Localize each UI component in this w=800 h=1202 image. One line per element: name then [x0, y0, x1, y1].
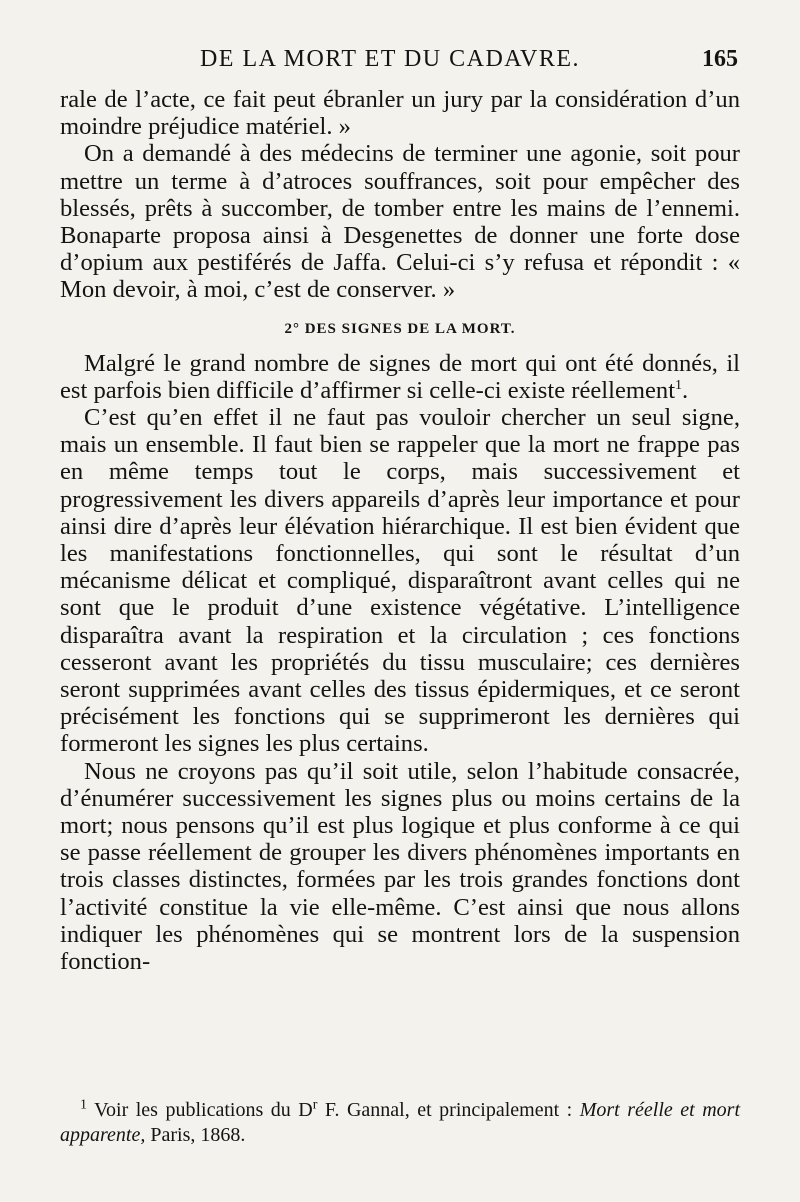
- paragraph-continuation: rale de l’acte, ce fait peut ébranler un jury par la considération d’un moindre préjudice matériel. »: [60, 86, 740, 141]
- running-title: DE LA MORT ET DU CADAVRE.: [199, 46, 581, 72]
- footnote-title-sup: r: [312, 1097, 318, 1113]
- paragraph-signes-end: .: [682, 376, 689, 404]
- footnote-reference: 1: [675, 377, 683, 393]
- paragraph-classes: Nous ne croyons pas qu’il soit utile, selon l’habitude consacrée, d’énumérer successivement les signes plus ou moins certains de la mort; nous pensons qu’il est plus logique et plus conforme à ce qui se passe réellement de grouper les divers phénomènes importants en trois classes distinctes, formées par les trois grandes fonctions dont l’activité constitue la vie elle-même. C’est ainsi que nous allons indiquer les phénomènes qui se montrent lors de la suspension fonction-: [60, 757, 740, 976]
- paragraph-agonie: On a demandé à des médecins de terminer une agonie, soit pour mettre un terme à d’atroces souffrances, soit pour empêcher des blessés, prêts à succomber, de tomber entre les mains de l’ennemi. Bonaparte proposa ainsi à Desgenettes de donner une forte dose d’opium aux pestiférés de Jaffa. Celui-ci s’y refusa et répondit : « Mon devoir, à moi, c’est de conserver. »: [60, 140, 740, 304]
- footnote-text: [60, 1098, 740, 1148]
- footnote: [60, 1098, 740, 1148]
- footnote-text-b: F. Gannal, et principalement :: [317, 1099, 573, 1121]
- paragraph-signes: [60, 350, 740, 404]
- footnote-book-title: Mort réelle et mort apparente,: [60, 1099, 741, 1146]
- running-head: [60, 40, 740, 80]
- footnote-marker: 1: [80, 1097, 87, 1113]
- footnote-text-a: Voir les publications du D: [94, 1099, 313, 1121]
- paragraph-ensemble: C’est qu’en effet il ne faut pas vouloir chercher un seul signe, mais un ensemble. Il faut bien se rappeler que la mort ne frappe pas en même temps tout le corps, mais successivement et progressivement les divers appareils d’après leur importance et pour ainsi dire d’après leur élévation hiérarchique. Il est bien évident que les manifestations fonctionnelles, qui sont le résultat d’un mécanisme délicat et compliqué, disparaîtront avant celles qui ne sont que le produit d’une existence végétative. L’intelligence disparaîtra avant la respiration et la circulation ; ces fonctions cesseront avant les propriétés du tissu musculaire; ces dernières seront supprimées avant celles des tissus épidermiques, et ce seront précisément les fonctions qui se supprimeront les dernières qui formeront les signes les plus certains.: [60, 404, 740, 758]
- body-text: [60, 86, 740, 975]
- page-number: 165: [702, 46, 738, 72]
- paragraph-signes-text: Malgré le grand nombre de signes de mort qui ont été donnés, il est parfois bien difficile d’affirmer si celle-ci existe réellement: [60, 349, 740, 404]
- footnote-text-c: Paris, 1868.: [145, 1124, 246, 1146]
- section-heading: 2° DES SIGNES DE LA MORT.: [284, 320, 516, 337]
